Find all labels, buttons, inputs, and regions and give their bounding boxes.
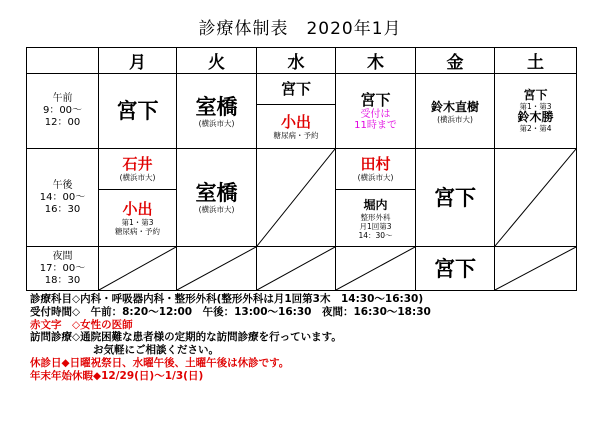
cell-tue-night [177, 247, 257, 291]
doctor-affiliation: (横浜市大) [119, 173, 156, 182]
doctor-name: 宮下 [434, 185, 476, 210]
doctor-name: 堀内 [363, 198, 388, 212]
cell-sat-night [495, 247, 577, 291]
afternoon-row [27, 149, 577, 247]
cell-fri-night [416, 247, 495, 291]
doctor-name: 小出 [280, 112, 311, 131]
slot-bottom [257, 104, 335, 148]
cell-wed-pm [257, 149, 336, 247]
doctor-name: 小出 [122, 199, 153, 218]
cell-tue-pm [177, 149, 257, 247]
closed-slash [257, 247, 335, 290]
doctor-affiliation: (横浜市大) [198, 118, 235, 128]
cell-thu-am [336, 74, 416, 149]
doctor-note: 第1・第3 [121, 217, 154, 227]
doctor-affiliation: (横浜市大) [198, 205, 235, 214]
doctor-note: 第1・第3 [519, 102, 552, 111]
cell-fri-am [416, 74, 495, 149]
cell-thu-night [336, 247, 416, 291]
night-row [27, 247, 577, 291]
slot-bottom [99, 189, 176, 246]
doctor-name: 室橋 [195, 94, 238, 119]
cell-tue-am [177, 74, 257, 149]
time-night [27, 247, 99, 291]
cell-wed-am [257, 74, 336, 149]
closed-slash [177, 247, 256, 290]
closed-slash [495, 247, 576, 290]
doctor-note: 14：30～ [358, 231, 393, 240]
doctor-note: 月1回第3 [359, 222, 392, 231]
day-tuesday: 火 [177, 48, 257, 74]
doctor-note: 整形外科 [360, 213, 391, 222]
doctor-name: 宮下 [434, 256, 476, 281]
doctor-affiliation: (横浜市大) [437, 115, 473, 124]
time-afternoon [27, 149, 99, 247]
doctor-name: 田村 [360, 155, 391, 173]
time-end: 16：30 [44, 203, 81, 215]
closed-slash [257, 149, 335, 246]
time-end: 18：30 [44, 274, 81, 286]
note-departments: 診療科目◇内科・呼吸器内科・整形外科(整形外科は月1回第3木 14:30～16:30) [30, 293, 424, 305]
reception-note: 11時まで [354, 119, 397, 131]
cell-sat-pm [495, 149, 577, 247]
doctor-name: 鈴木勝 [517, 110, 554, 124]
cell-thu-pm [336, 149, 416, 247]
notes-section [30, 293, 431, 383]
note-female-doctor: 赤文字 ◇女性の医師 [30, 318, 133, 331]
slot-top [336, 149, 415, 189]
morning-row [27, 74, 577, 149]
cell-mon-night [99, 247, 177, 291]
day-wednesday: 水 [257, 48, 336, 74]
time-label: 午前 [52, 93, 73, 104]
day-friday: 金 [416, 48, 495, 74]
time-label: 夜間 [52, 250, 73, 262]
note-closed-days: 休診日◆日曜祝祭日、水曜午後、土曜午後は休診です。 [30, 356, 290, 369]
cell-fri-pm [416, 149, 495, 247]
slot-bottom [336, 189, 415, 246]
note-home-visit: 訪問診療◇通院困難な患者様の定期的な訪問診療を行っています。 [30, 331, 342, 344]
closed-slash [336, 247, 415, 290]
note-new-year-holiday: 年末年始休暇◆12/29(日)～1/3(日) [30, 369, 204, 382]
slot-top [257, 74, 335, 104]
day-saturday: 土 [495, 48, 577, 74]
time-morning [27, 74, 99, 149]
time-start: 9：00～ [42, 105, 83, 116]
day-thursday: 木 [336, 48, 416, 74]
doctor-name: 鈴木直樹 [430, 100, 479, 114]
day-monday: 月 [99, 48, 177, 74]
cell-mon-am [99, 74, 177, 149]
page-title: 診療体制表 2020年1月 [198, 19, 402, 39]
doctor-name: 宮下 [116, 99, 159, 123]
time-end: 12：00 [44, 117, 81, 128]
doctor-note: 糖尿病・予約 [115, 226, 160, 236]
time-label: 午後 [52, 179, 73, 191]
closed-slash [99, 247, 176, 290]
time-start: 14：00～ [39, 191, 86, 203]
doctor-name: 宮下 [280, 79, 311, 98]
reception-note: 受付は [360, 108, 391, 120]
corner-cell [27, 48, 99, 74]
doctor-affiliation: (横浜市大) [357, 173, 394, 182]
cell-wed-night [257, 247, 336, 291]
doctor-name: 宮下 [360, 90, 391, 109]
schedule-table [26, 47, 577, 291]
closed-slash [495, 149, 576, 246]
cell-mon-pm [99, 149, 177, 247]
doctor-note: 糖尿病・予約 [273, 130, 319, 140]
doctor-name: 石井 [122, 155, 153, 173]
note-consultation: お気軽にご相談ください。 [30, 344, 219, 357]
slot-top [99, 149, 176, 189]
header-row [27, 48, 577, 74]
cell-sat-am [495, 74, 577, 149]
note-reception-hours: 受付時間◇ 午前：8:20～12:00 午後：13:00～16:30 夜間：16:30～18:30 [30, 305, 431, 318]
doctor-name: 室橋 [195, 181, 238, 205]
time-start: 17：00～ [39, 262, 86, 274]
doctor-note: 第2・第4 [519, 124, 552, 133]
doctor-name: 宮下 [523, 88, 548, 102]
